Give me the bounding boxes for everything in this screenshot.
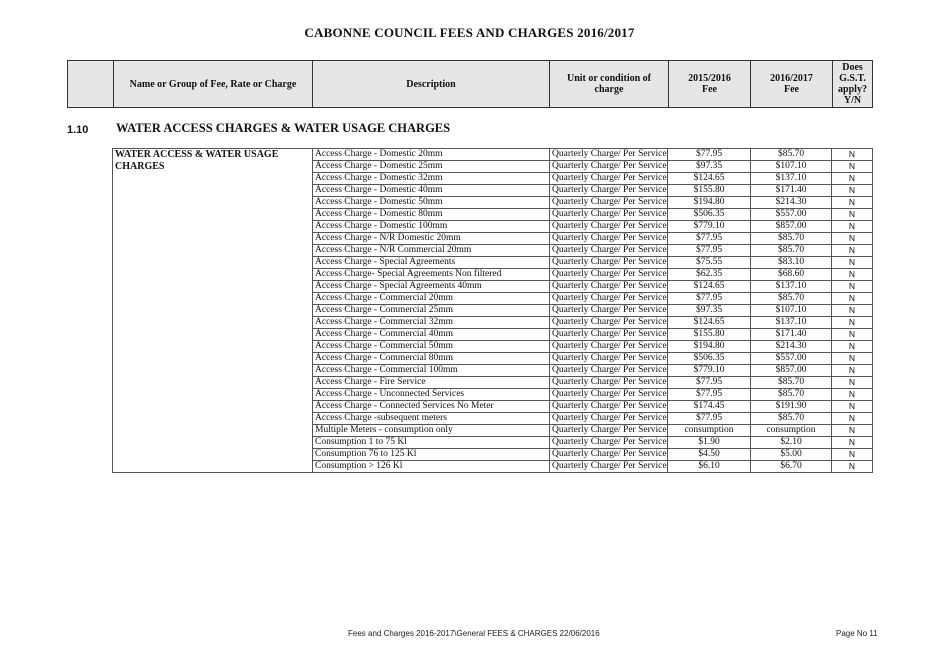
gst-cell: N [832,401,873,413]
fee-2015-cell: $77.95 [668,377,751,389]
fee-2015-cell: $155.80 [668,329,751,341]
fee-2015-cell: $4.50 [668,449,751,461]
gst-cell: N [832,221,873,233]
fee-2015-cell: $1.90 [668,437,751,449]
fee-2015-cell: $77.95 [668,149,751,161]
description-cell: Access Charge - Domestic 20mm [313,149,550,161]
group-name-line1: WATER ACCESS & WATER USAGE [115,149,279,160]
fee-2016-cell: $85.70 [751,389,832,401]
fee-2015-cell: $77.95 [668,245,751,257]
fee-2016-cell: consumption [751,425,832,437]
gst-cell: N [832,377,873,389]
group-name-cell [113,149,313,473]
unit-cell: Quarterly Charge/ Per Service [550,461,668,473]
fee-2016-cell: $107.10 [751,305,832,317]
fee-2015-cell: $6.10 [668,461,751,473]
gst-cell: N [832,173,873,185]
fee-2016-cell: $557.00 [751,209,832,221]
fee-2016-cell: $85.70 [751,233,832,245]
description-cell: Access Charge - Commercial 32mm [313,317,550,329]
description-cell: Access Charge - Domestic 50mm [313,197,550,209]
fee-2016-cell: $2.10 [751,437,832,449]
gst-cell: N [832,413,873,425]
fee-2015-cell: $506.35 [668,209,751,221]
footer-path: Fees and Charges 2016-2017\General FEES & CHARGES 22/06/2016 [348,629,600,638]
description-cell: Access Charge - Special Agreements 40mm [313,281,550,293]
unit-cell: Quarterly Charge/ Per Service [550,161,668,173]
gst-cell: N [832,149,873,161]
unit-cell: Quarterly Charge/ Per Service [550,173,668,185]
fee-2015-cell: $174.45 [668,401,751,413]
description-cell: Access Charge - Domestic 25mm [313,161,550,173]
unit-cell: Quarterly Charge/ Per Service [550,197,668,209]
column-header-table [67,60,873,108]
gst-cell: N [832,449,873,461]
unit-cell: Quarterly Charge/ Per Service [550,245,668,257]
fee-2016-cell: $85.70 [751,293,832,305]
gst-cell: N [832,233,873,245]
description-cell: Consumption 1 to 75 Kl [313,437,550,449]
gst-cell: N [832,281,873,293]
header-fee-2015-year: 2015/2016 [688,73,731,84]
unit-cell: Quarterly Charge/ Per Service [550,401,668,413]
header-gst-l2: G.S.T. [839,73,866,84]
fee-2015-cell: $77.95 [668,389,751,401]
header-description: Description [313,61,550,108]
description-cell: Access Charge - Domestic 100mm [313,221,550,233]
table-row [113,149,873,161]
unit-cell: Quarterly Charge/ Per Service [550,317,668,329]
header-gst-l3: apply? [838,84,867,95]
header-gst [833,61,873,108]
unit-cell: Quarterly Charge/ Per Service [550,281,668,293]
unit-cell: Quarterly Charge/ Per Service [550,269,668,281]
fee-2015-cell: $779.10 [668,221,751,233]
unit-cell: Quarterly Charge/ Per Service [550,221,668,233]
fee-2015-cell: $75.55 [668,257,751,269]
description-cell: Access Charge - N/R Commercial 20mm [313,245,550,257]
description-cell: Access Charge- Special Agreements Non filtered [313,269,550,281]
description-cell: Consumption > 126 Kl [313,461,550,473]
gst-cell: N [832,293,873,305]
fee-2016-cell: $85.70 [751,245,832,257]
fee-2016-cell: $107.10 [751,161,832,173]
fee-2015-cell: $155.80 [668,185,751,197]
gst-cell: N [832,245,873,257]
description-cell: Access Charge -subsequent meters [313,413,550,425]
header-fee-2016-label: Fee [784,84,799,95]
fee-2016-cell: $137.10 [751,317,832,329]
unit-cell: Quarterly Charge/ Per Service [550,365,668,377]
fee-2016-cell: $171.40 [751,329,832,341]
header-name: Name or Group of Fee, Rate or Charge [114,61,313,108]
unit-cell: Quarterly Charge/ Per Service [550,293,668,305]
unit-cell: Quarterly Charge/ Per Service [550,257,668,269]
description-cell: Access Charge - Commercial 50mm [313,341,550,353]
fee-2015-cell: $779.10 [668,365,751,377]
fee-2015-cell: $77.95 [668,233,751,245]
fee-2016-cell: $557.00 [751,353,832,365]
fee-2016-cell: $85.70 [751,413,832,425]
description-cell: Access Charge - Domestic 32mm [313,173,550,185]
fee-2016-cell: $85.70 [751,377,832,389]
unit-cell: Quarterly Charge/ Per Service [550,341,668,353]
unit-cell: Quarterly Charge/ Per Service [550,233,668,245]
fee-2016-cell: $5.00 [751,449,832,461]
description-cell: Access Charge - N/R Domestic 20mm [313,233,550,245]
unit-cell: Quarterly Charge/ Per Service [550,437,668,449]
section-title: WATER ACCESS CHARGES & WATER USAGE CHARGES [116,121,451,135]
group-name-line2: CHARGES [115,161,165,172]
header-fee-2015 [669,61,751,108]
unit-cell: Quarterly Charge/ Per Service [550,353,668,365]
fee-2015-cell: $194.80 [668,341,751,353]
description-cell: Access Charge - Commercial 80mm [313,353,550,365]
fee-2015-cell: $62.35 [668,269,751,281]
gst-cell: N [832,389,873,401]
gst-cell: N [832,425,873,437]
fee-2015-cell: $77.95 [668,293,751,305]
description-cell: Access Charge - Fire Service [313,377,550,389]
fee-2016-cell: $214.30 [751,197,832,209]
header-blank-cell [68,61,114,108]
gst-cell: N [832,197,873,209]
fee-2015-cell: $124.65 [668,173,751,185]
description-cell: Access Charge - Unconnected Services [313,389,550,401]
header-gst-l4: Y/N [843,95,862,106]
gst-cell: N [832,353,873,365]
fee-2016-cell: $137.10 [751,281,832,293]
fees-table [112,148,873,473]
description-cell: Access Charge - Commercial 20mm [313,293,550,305]
gst-cell: N [832,257,873,269]
gst-cell: N [832,341,873,353]
unit-cell: Quarterly Charge/ Per Service [550,305,668,317]
gst-cell: N [832,329,873,341]
fee-2016-cell: $214.30 [751,341,832,353]
gst-cell: N [832,209,873,221]
fee-2016-cell: $68.60 [751,269,832,281]
description-cell: Multiple Meters - consumption only [313,425,550,437]
fee-2016-cell: $857.00 [751,365,832,377]
description-cell: Access Charge - Commercial 100mm [313,365,550,377]
fee-2015-cell: $77.95 [668,413,751,425]
header-unit: Unit or condition of charge [550,61,669,108]
fee-2015-cell: $124.65 [668,281,751,293]
unit-cell: Quarterly Charge/ Per Service [550,329,668,341]
description-cell: Access Charge - Connected Services No Meter [313,401,550,413]
section-number: 1.10 [67,124,89,136]
footer-page-number: Page No 11 [836,629,878,638]
fee-2015-cell: consumption [668,425,751,437]
description-cell: Access Charge - Commercial 40mm [313,329,550,341]
unit-cell: Quarterly Charge/ Per Service [550,449,668,461]
fees-table-body [113,149,873,473]
header-fee-2016-year: 2016/2017 [770,73,813,84]
description-cell: Consumption 76 to 125 Kl [313,449,550,461]
description-cell: Access Charge - Domestic 80mm [313,209,550,221]
gst-cell: N [832,185,873,197]
unit-cell: Quarterly Charge/ Per Service [550,389,668,401]
unit-cell: Quarterly Charge/ Per Service [550,425,668,437]
fee-2016-cell: $191.90 [751,401,832,413]
fee-2015-cell: $124.65 [668,317,751,329]
unit-cell: Quarterly Charge/ Per Service [550,413,668,425]
description-cell: Access Charge - Special Agreements [313,257,550,269]
gst-cell: N [832,161,873,173]
header-fee-2015-label: Fee [702,84,717,95]
header-fee-2016 [751,61,833,108]
gst-cell: N [832,461,873,473]
header-gst-l1: Does [842,62,863,73]
gst-cell: N [832,317,873,329]
fee-2015-cell: $506.35 [668,353,751,365]
fee-2016-cell: $857.00 [751,221,832,233]
fee-2016-cell: $6.70 [751,461,832,473]
page-title: CABONNE COUNCIL FEES AND CHARGES 2016/2017 [304,25,635,40]
fee-2015-cell: $97.35 [668,305,751,317]
gst-cell: N [832,365,873,377]
unit-cell: Quarterly Charge/ Per Service [550,377,668,389]
unit-cell: Quarterly Charge/ Per Service [550,209,668,221]
description-cell: Access Charge - Domestic 40mm [313,185,550,197]
fee-2016-cell: $83.10 [751,257,832,269]
unit-cell: Quarterly Charge/ Per Service [550,185,668,197]
fee-2016-cell: $171.40 [751,185,832,197]
gst-cell: N [832,269,873,281]
fee-2015-cell: $194.80 [668,197,751,209]
unit-cell: Quarterly Charge/ Per Service [550,149,668,161]
fee-2016-cell: $137.10 [751,173,832,185]
gst-cell: N [832,305,873,317]
fee-2015-cell: $97.35 [668,161,751,173]
description-cell: Access Charge - Commercial 25mm [313,305,550,317]
fee-2016-cell: $85.70 [751,149,832,161]
gst-cell: N [832,437,873,449]
